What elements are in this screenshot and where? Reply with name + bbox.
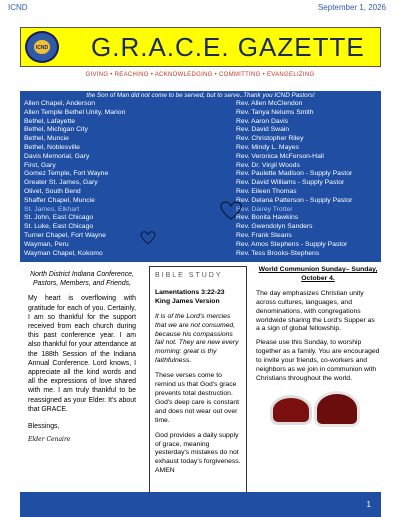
pastor-name: Rev. Aaron Davis — [236, 117, 289, 125]
signature: Elder Cenaire — [28, 436, 71, 444]
roster-row — [20, 188, 381, 196]
roster-row — [20, 214, 381, 222]
roster-quote: the Son of Man did not come to be served, but to serve..Thank you ICND Pastors! — [86, 92, 315, 99]
pastor-name: Rev. Bonita Hawkins — [236, 214, 299, 222]
church-name: Olivet, South Bend — [24, 188, 81, 195]
pastor-name: Rev. Frank Steans — [236, 232, 292, 239]
roster-row — [20, 179, 381, 187]
church-name: Bethel, Lafayette — [24, 117, 76, 125]
pastor-name: Rev. David Williams - Supply Pastor — [236, 179, 345, 187]
roster-row — [20, 170, 381, 178]
church-name: Shaffer Chapel, Muncie — [24, 196, 95, 204]
church-seal-logo — [25, 31, 59, 63]
page-title: G.R.A.C.E. GAZETTE — [91, 32, 365, 62]
roster-row — [20, 153, 381, 161]
roster-row — [20, 223, 381, 231]
pastor-name: Rev. Eileen Thomas — [236, 188, 297, 195]
header-date: September 1, 2026 — [317, 3, 386, 12]
bible-study-heading: BIBLE STUDY — [155, 272, 223, 279]
roster-row — [20, 118, 381, 126]
footer-bar — [20, 492, 381, 517]
letter-body: My heart is overflowing with gratitude for each of you. Certainly, I am so thankful for the support received from each church during this past conference year. I am also thankful for your attendance at the 188th Session of the Indiana Annual Conference. Lord knows, I appreciate all the kind words and all the expressions of love shared with me. I am truly thankful to be reassigned as your Elder. It's about that GRACE. — [28, 295, 136, 413]
pastor-name: Rev. Mindy L. Mayes — [236, 144, 299, 151]
study-paragraph-2: God provides a daily supply of grace, meaning yesterday's mistakes do not exhaust today's forgiveness. AMEN — [155, 431, 241, 475]
church-name: Turner Chapel, Fort Wayne — [24, 232, 106, 239]
communion-paragraph-1: The day emphasizes Christian unity across cultures, languages, and denominations, with congregations worldwide sharing the Lord's Supper as a a sign of global fellowship. — [256, 289, 375, 333]
scripture-verse: It is of the Lord's mercies that we are not consumed, because his compassions fail not. They are new every morning: great is thy faithfulness. — [155, 312, 239, 365]
church-name: Wayman, Peru — [24, 240, 69, 248]
church-name: Allen Chapel, Anderson — [24, 100, 96, 107]
page-number: 1 — [366, 500, 371, 509]
pastor-name: Rev. Dairey Trotter — [236, 205, 293, 213]
pastor-name: Rev. Tanya Nelums Smith — [236, 108, 314, 116]
scripture-reference: Lamentations 3:22-23 King James Version — [155, 288, 225, 305]
roster-row — [20, 144, 381, 152]
roster-row — [20, 241, 381, 249]
pastor-name: Rev. Veronica McFerson-Hall — [236, 152, 324, 160]
heart-icon — [220, 201, 242, 221]
communion-paragraph-2: Please use this Sunday, to worship together as a family. You are encouraged to invite your friends, co-workers and neighbors as we join in communion with Christians throughout the world. — [256, 339, 380, 382]
church-name: St. John, East Chicago — [24, 214, 94, 222]
pastor-roster — [20, 91, 381, 262]
church-name: Bethel, Michigan City — [24, 126, 88, 134]
seal-text: ICND — [35, 45, 49, 51]
church-name: First, Gary — [24, 161, 56, 169]
letter-closing: Blessings, — [28, 423, 60, 431]
pastor-name: Rev. Delana Patterson - Supply Pastor — [236, 196, 353, 204]
pastor-name: Rev. Allen McClendon — [236, 100, 303, 107]
communion-title: World Communion Sunday– Sunday, October 4. — [258, 266, 378, 282]
roster-row — [20, 232, 381, 240]
communion-article — [256, 266, 380, 427]
pastor-name: Rev. Amos Stephens - Supply Pastor — [236, 240, 348, 248]
communion-cup — [314, 391, 360, 427]
tagline: GIVING • REACHING • ACKNOWLEDGING • COMMITTING • EVANGELIZING — [85, 72, 315, 78]
pastor-name: Rev. Dr. Virgil Woods — [236, 161, 300, 169]
roster-row — [20, 109, 381, 117]
church-name: Gomez Temple, Fort Wayne — [24, 170, 109, 178]
church-name: St. James, Elkhart — [24, 205, 80, 213]
roster-row — [20, 197, 381, 205]
heart-icon — [140, 231, 156, 245]
pastor-name: Rev. Gwendolyn Sanders — [236, 223, 313, 231]
church-name: Bethel, Noblesville — [24, 144, 80, 151]
pastor-name: Rev. Christopher Riley — [236, 135, 304, 143]
church-name: Davis Memorial, Gary — [24, 152, 90, 160]
church-name: Bethel, Muncie — [24, 135, 69, 143]
bible-study-box — [149, 266, 247, 509]
roster-row — [20, 162, 381, 170]
roster-row — [20, 126, 381, 134]
masthead-banner — [20, 27, 381, 67]
study-paragraph-1: These verses come to remind us that God's grace prevents total destruction. God's deep care is constant and does not wear out over time. — [155, 372, 240, 424]
letter-intro: North District Indiana Conference, Pastors, Members, and Friends, — [30, 271, 134, 288]
roster-row — [20, 206, 381, 214]
roster-row — [20, 250, 381, 258]
church-name: Greater St. James, Gary — [24, 179, 98, 187]
pastor-name: Rev. David Swain — [236, 126, 290, 134]
church-name: Wayman Chapel, Kokomo — [24, 249, 103, 257]
communion-cups-image — [256, 389, 374, 427]
pastor-name: Rev. Paulette Madison - Supply Pastor — [236, 170, 353, 178]
elder-letter — [28, 270, 136, 444]
pastor-name: Rev. Tess Brooks-Stephens — [236, 249, 320, 257]
church-name: Allen Temple Bethel Unity, Marion — [24, 108, 126, 116]
communion-cup — [270, 395, 312, 425]
church-name: St. Luke, East Chicago — [24, 223, 94, 231]
roster-row — [20, 135, 381, 143]
header-org: ICND — [8, 3, 28, 12]
roster-row — [20, 100, 381, 108]
